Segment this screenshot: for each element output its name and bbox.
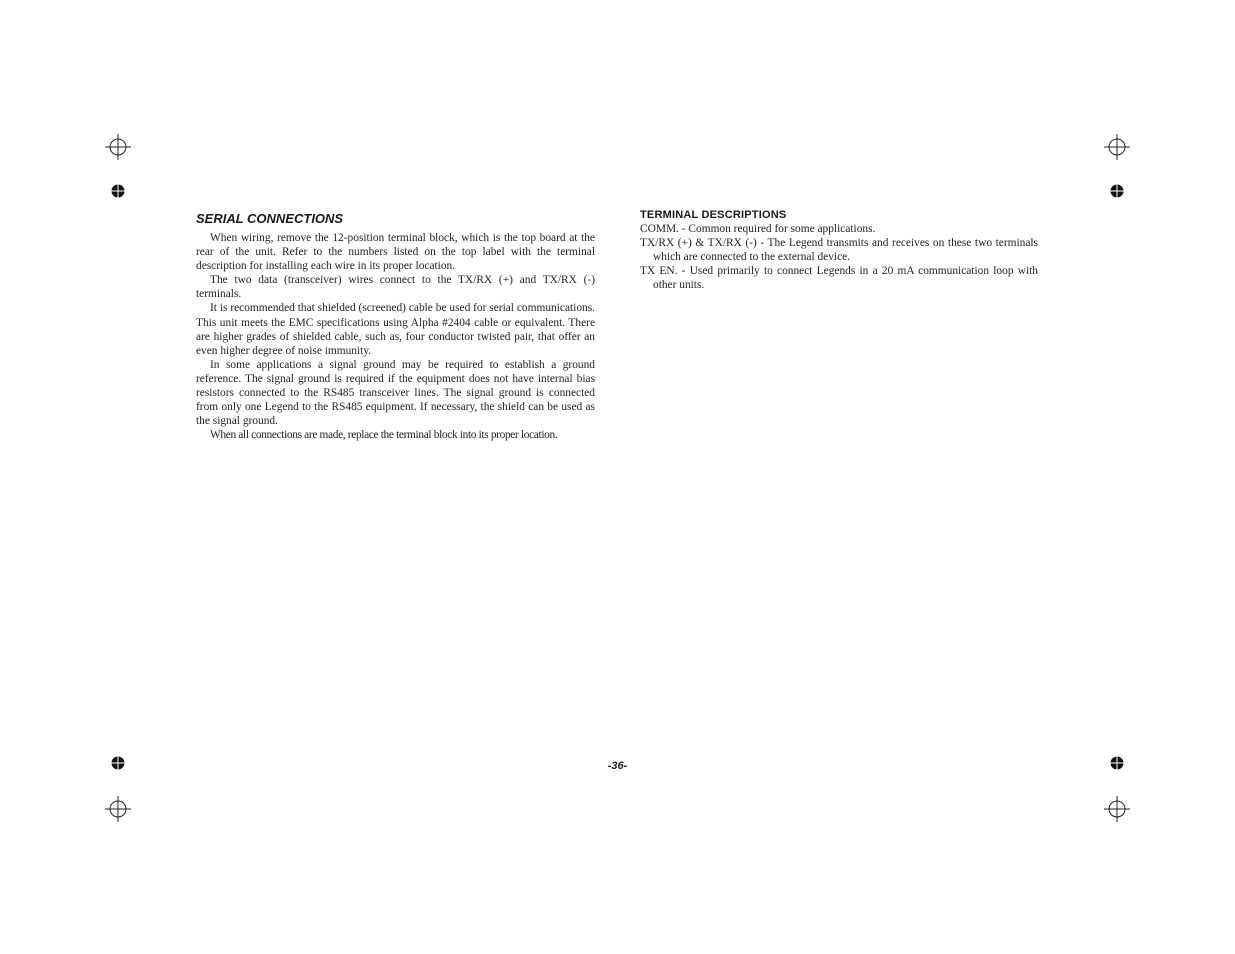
registration-crosshair-icon: [105, 134, 131, 160]
serial-connections-heading: SERIAL CONNECTIONS: [196, 211, 344, 226]
terminal-description-item: COMM. - Common required for some applications.: [640, 223, 876, 235]
serial-paragraph: It is recommended that shielded (screened) cable be used for serial communications. This unit meets the EMC specifications using Alpha #2404 cable or equivalent. There are higher grades of shielded cable, such as, four conductor twisted pair, that offer an even higher degree of noise immunity.: [196, 302, 595, 357]
serial-connections-section: [196, 209, 595, 442]
terminal-descriptions-section: [640, 209, 1038, 292]
serial-paragraph: In some applications a signal ground may be required to establish a ground reference. The signal ground is required if the equipment does not have internal bias resistors connected to the RS485 transceiver lines. The signal ground is connected from only one Legend to the RS485 equipment. If necessary, the shield can be used as the signal ground.: [196, 358, 595, 428]
registration-dot-icon: [1110, 184, 1124, 198]
serial-paragraph: The two data (transceiver) wires connect to the TX/RX (+) and TX/RX (-) terminals.: [196, 274, 595, 301]
serial-paragraph: When all connections are made, replace the terminal block into its proper location.: [210, 429, 558, 442]
terminal-descriptions-heading: TERMINAL DESCRIPTIONS: [640, 209, 787, 221]
terminal-description-item: TX EN. - Used primarily to connect Legends in a 20 mA communication loop with other units.: [640, 265, 1038, 292]
registration-crosshair-icon: [105, 796, 131, 822]
registration-dot-icon: [111, 184, 125, 198]
page-number: -36-: [607, 760, 628, 772]
serial-paragraph: When wiring, remove the 12-position terminal block, which is the top board at the rear of the unit. Refer to the numbers listed on the top label with the terminal description for installing each wire in its proper location.: [196, 232, 595, 273]
registration-crosshair-icon: [1104, 134, 1130, 160]
terminal-description-item: TX/RX (+) & TX/RX (-) - The Legend transmits and receives on these two terminals which are connected to the external device.: [640, 237, 1038, 264]
registration-crosshair-icon: [1104, 796, 1130, 822]
